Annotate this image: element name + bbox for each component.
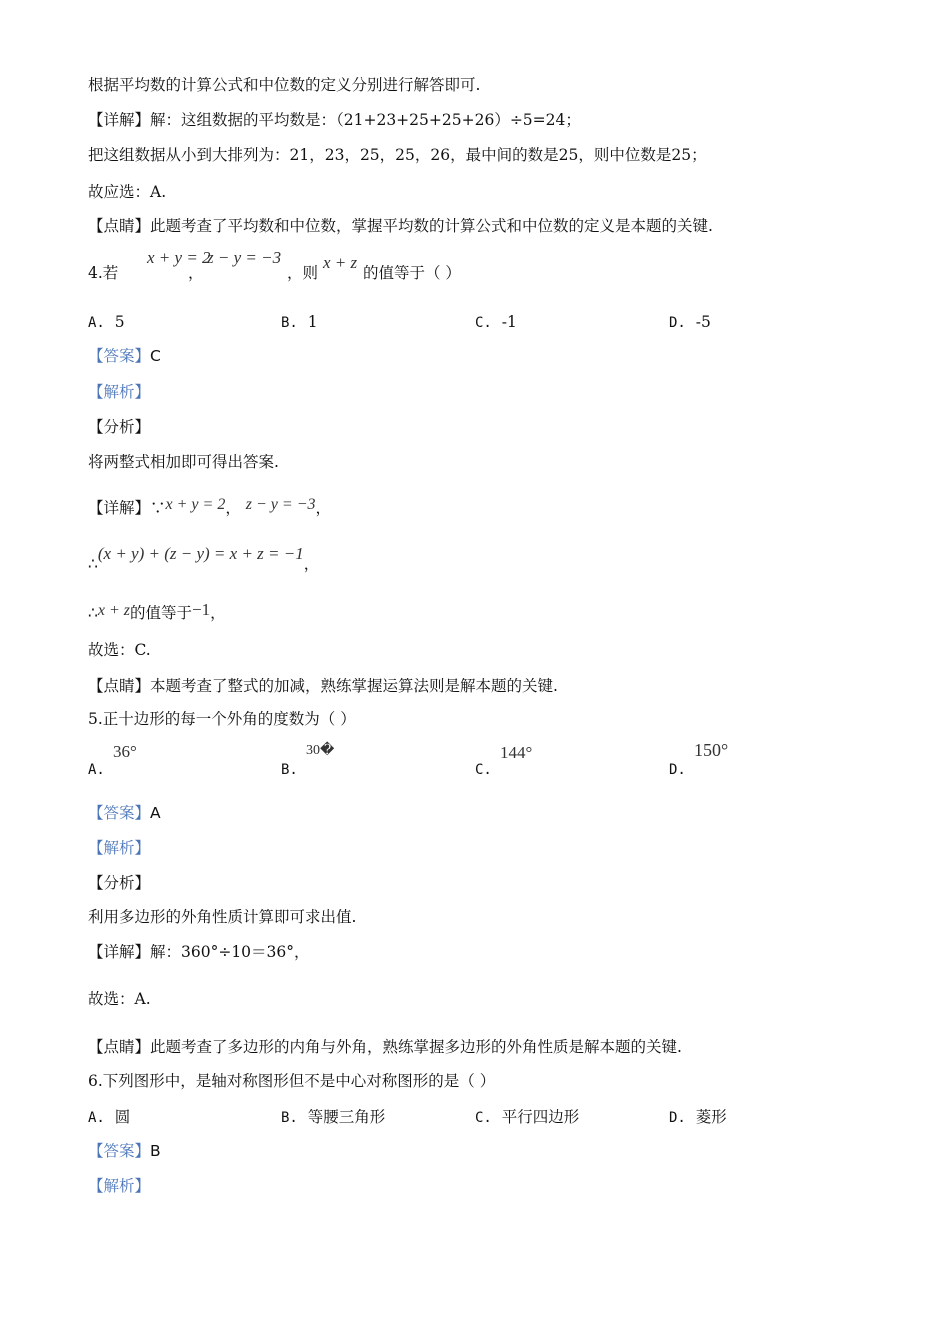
q4-option-b: B. 1 — [281, 313, 318, 331]
q5-option-d-value: 150° — [694, 740, 729, 760]
question-4-stem — [88, 263, 118, 283]
q4-eq3: x + z — [323, 253, 358, 272]
q4-comment: 【点睛】本题考查了整式的加减，熟练掌握运算法则是解本题的关键. — [88, 677, 558, 695]
q4-fenxi: 【分析】 — [88, 418, 151, 436]
q4-option-a: A. 5 — [88, 313, 125, 331]
q5-option-c-value: 144° — [500, 743, 533, 762]
question-5-stem: 5.正十边形的每一个外角的度数为（ ） — [88, 710, 356, 728]
q4-result: ∴x + z的值等于−1， — [88, 600, 226, 622]
q6-option-c: C. 平行四边形 — [475, 1108, 580, 1126]
q5-option-a: A. — [88, 762, 105, 778]
q4-suffix: 的值等于（ ） — [363, 264, 461, 282]
q4-choose: 故选：C. — [88, 641, 151, 659]
q4-option-c: C. -1 — [475, 313, 517, 331]
q5-fenxi: 【分析】 — [88, 874, 151, 892]
q4-sum: ∴(x + y) + (z − y) = x + z = −1， — [88, 544, 320, 573]
choice-text: 故应选：A. — [88, 183, 167, 201]
q4-jiexi: 【解析】 — [88, 383, 151, 401]
q5-option-b-value: 30� — [306, 743, 335, 758]
q4-detail: 【详解】∵x + y = 2， z − y = −3， — [88, 496, 331, 517]
q6-jiexi: 【解析】 — [88, 1177, 151, 1195]
q4-answer: 【答案】C — [88, 347, 161, 365]
q5-option-d: D. — [669, 762, 686, 778]
comment-text: 【点睛】此题考查了平均数和中位数，掌握平均数的计算公式和中位数的定义是本题的关键. — [88, 217, 713, 235]
question-6-stem: 6.下列图形中，是轴对称图形但不是中心对称图形的是（ ） — [88, 1072, 496, 1090]
q5-jiexi: 【解析】 — [88, 839, 151, 857]
analysis-text: 根据平均数的计算公式和中位数的定义分别进行解答即可. — [88, 76, 481, 94]
q4-option-d: D. -5 — [669, 313, 711, 331]
q5-analysis: 利用多边形的外角性质计算即可求出值. — [88, 908, 357, 926]
q5-detail: 【详解】解：360°÷10＝36°， — [88, 943, 310, 961]
q4-eq1: x + y = 2 — [147, 248, 211, 267]
q4-prefix: 4.若 — [88, 264, 119, 282]
q5-answer: 【答案】A — [88, 804, 161, 822]
q5-choose: 故选：A. — [88, 990, 151, 1008]
detail-text: 把这组数据从小到大排列为：21，23，25，25，26，最中间的数是25，则中位数是25； — [88, 146, 707, 164]
q6-option-a: A. 圆 — [88, 1108, 131, 1126]
q5-comment: 【点睛】此题考查了多边形的内角与外角，熟练掌握多边形的外角性质是解本题的关键. — [88, 1038, 682, 1056]
q4-comma: ， — [188, 264, 204, 282]
q5-option-c: C. — [475, 762, 492, 778]
detail-text: 【详解】解：这组数据的平均数是：（21+23+25+25+26）÷5=24； — [88, 111, 581, 129]
q4-then: ，则 — [287, 264, 319, 282]
q6-option-d: D. 菱形 — [669, 1108, 727, 1126]
q6-answer: 【答案】B — [88, 1142, 161, 1160]
q5-option-b: B. — [281, 762, 298, 778]
q6-option-b: B. 等腰三角形 — [281, 1108, 386, 1126]
q4-eq2: z − y = −3 — [207, 248, 282, 267]
q5-option-a-value: 36° — [113, 742, 137, 761]
q4-analysis: 将两整式相加即可得出答案. — [88, 453, 279, 471]
